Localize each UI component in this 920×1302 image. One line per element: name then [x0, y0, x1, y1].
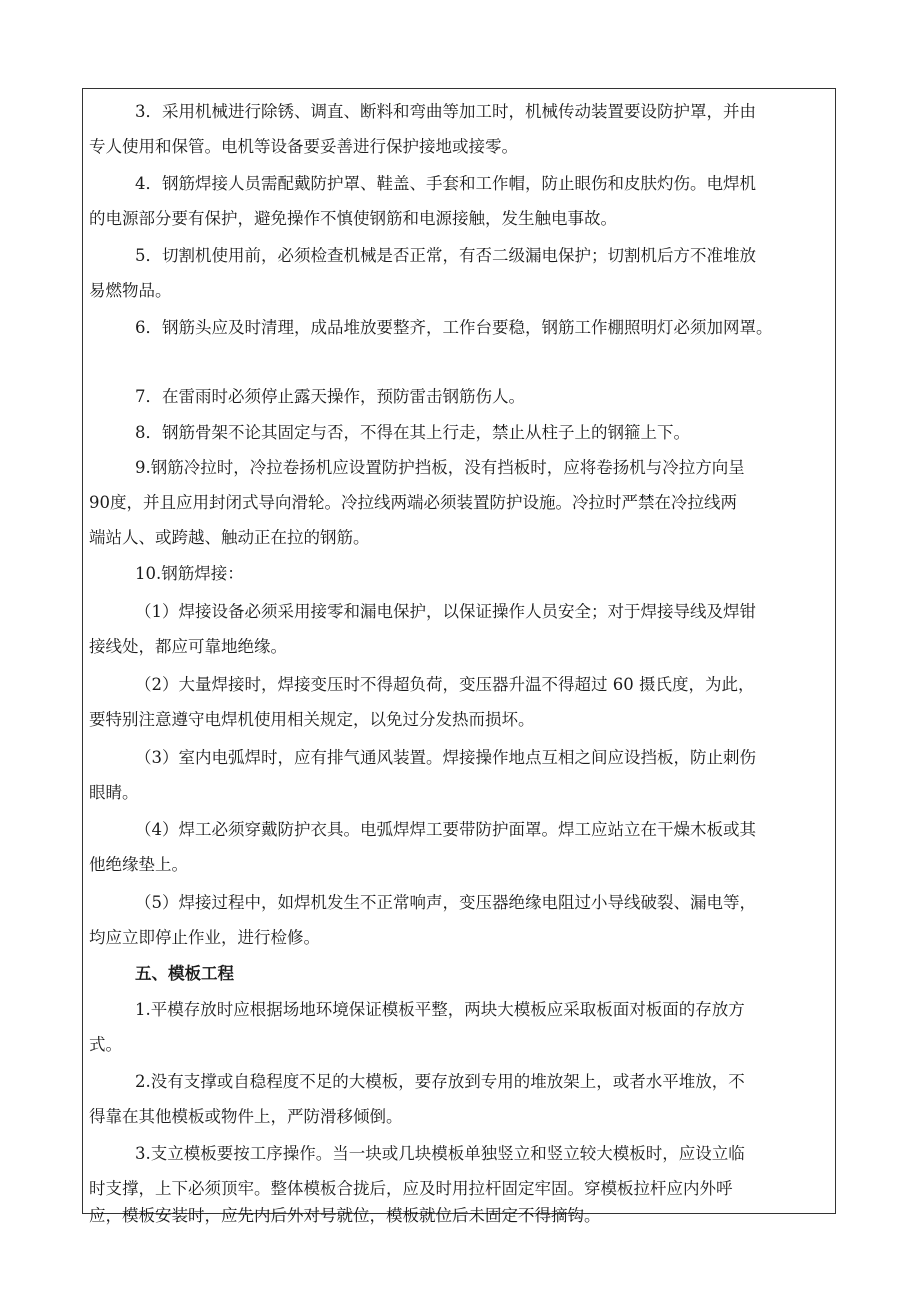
- text-line: 4．钢筋焊接人员需配戴防护罩、鞋盖、手套和工作帽，防止眼伤和皮肤灼伤。电焊机: [135, 174, 756, 193]
- text-line: 6．钢筋头应及时清理，成品堆放要整齐，工作台要稳，钢筋工作棚照明灯必须加网罩。: [135, 318, 773, 337]
- text-line: 要特别注意遵守电焊机使用相关规定，以免过分发热而损坏。: [89, 710, 535, 729]
- text-line: 3.支立模板要按工序操作。当一块或几块模板单独竖立和竖立较大模板时，应设立临: [135, 1144, 745, 1163]
- text-line: 3．采用机械进行除锈、调直、断料和弯曲等加工时，机械传动装置要设防护罩，并由: [135, 102, 756, 121]
- section-heading: 五、模板工程: [135, 964, 234, 983]
- text-line: （2）大量焊接时，焊接变压时不得超负荷，变压器升温不得超过 60 摄氏度，为此，: [135, 675, 755, 694]
- text-line: 8．钢筋骨架不论其固定与否，不得在其上行走，禁止从柱子上的钢箍上下。: [135, 423, 690, 442]
- text-line: 7．在雷雨时必须停止露天操作，预防雷击钢筋伤人。: [135, 387, 525, 406]
- text-line: （3）室内电弧焊时，应有排气通风装置。焊接操作地点互相之间应设挡板，防止刺伤: [135, 748, 756, 767]
- text-line: 9.钢筋冷拉时，冷拉卷扬机应设置防护挡板，没有挡板时，应将卷扬机与冷拉方向呈: [135, 458, 745, 477]
- text-line: 5．切割机使用前，必须检查机械是否正常，有否二级漏电保护；切割机后方不准堆放: [135, 246, 756, 265]
- text-line: （1）焊接设备必须采用接零和漏电保护，以保证操作人员安全；对于焊接导线及焊钳: [135, 602, 756, 621]
- text-line: 眼睛。: [89, 783, 139, 802]
- text-line: （4）焊工必须穿戴防护衣具。电弧焊焊工要带防护面罩。焊工应站立在干燥木板或其: [135, 820, 756, 839]
- text-line: 时支撑，上下必须顶牢。整体模板合拢后，应及时用拉杆固定牢固。穿模板拉杆应内外呼: [89, 1179, 733, 1198]
- text-line: 均应立即停止作业，进行检修。: [89, 928, 320, 947]
- text-line: 易燃物品。: [89, 281, 172, 300]
- text-line: 专人使用和保管。电机等设备要妥善进行保护接地或接零。: [89, 137, 518, 156]
- text-line: 他绝缘垫上。: [89, 855, 188, 874]
- text-line: 端站人、或跨越、触动正在拉的钢筋。: [89, 528, 370, 547]
- text-line: （5）焊接过程中，如焊机发生不正常响声，变压器绝缘电阻过小导线破裂、漏电等，: [135, 893, 756, 912]
- document-frame: [82, 88, 836, 1225]
- text-line: 应，模板安装时，应先内后外对号就位，模板就位后未固定不得摘钩。: [89, 1206, 601, 1225]
- text-line: 得靠在其他模板或物件上，严防滑移倾倒。: [89, 1107, 403, 1126]
- text-line: 式。: [89, 1035, 122, 1054]
- text-line: 10.钢筋焊接：: [135, 564, 244, 583]
- text-line: 1.平模存放时应根据场地环境保证模板平整，两块大模板应采取板面对板面的存放方: [135, 1000, 745, 1019]
- text-line: 90度，并且应用封闭式导向滑轮。冷拉线两端必须装置防护设施。冷拉时严禁在冷拉线两: [89, 493, 737, 512]
- text-line: 2.没有支撑或自稳程度不足的大模板，要存放到专用的堆放架上，或者水平堆放，不: [135, 1072, 745, 1091]
- text-line: 的电源部分要有保护，避免操作不慎使钢筋和电源接触，发生触电事故。: [89, 209, 617, 228]
- text-line: 接线处，都应可靠地绝缘。: [89, 637, 287, 656]
